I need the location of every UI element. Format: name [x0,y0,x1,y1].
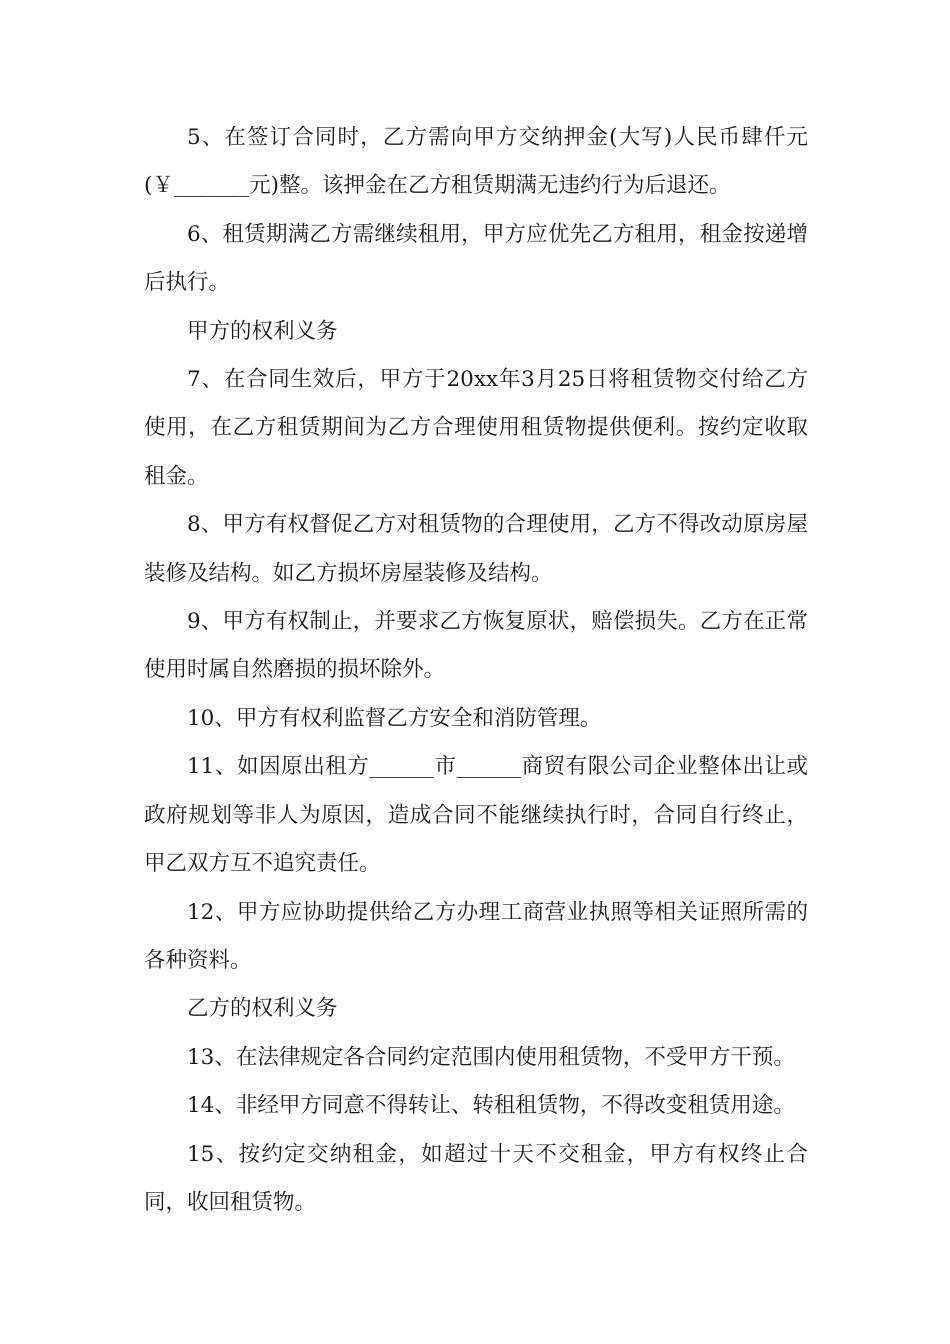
section-heading-party-b-rights: 乙方的权利义务 [187,996,338,1022]
paragraph-clause-11: 11、如因原出租方______市______商贸有限公司企业整体出让或政府规划等非人为原因，造成合同不能继续执行时，合同自行终止，甲乙双方互不追究责任。 [144,754,808,877]
section-heading-party-a-rights: 甲方的权利义务 [187,318,338,344]
paragraph-clause-8: 8、甲方有权督促乙方对租赁物的合理使用，乙方不得改动原房屋装修及结构。如乙方损坏房屋装修及结构。 [144,512,808,586]
paragraph-clause-7: 7、在合同生效后，甲方于20xx年3月25日将租赁物交付给乙方使用，在乙方租赁期间为乙方合理使用租赁物提供便利。按约定收取租金。 [144,367,808,489]
paragraph-clause-13: 13、在法律规定各合同约定范围内使用租赁物，不受甲方干预。 [187,1044,795,1070]
paragraph-clause-10: 10、甲方有权利监督乙方安全和消防管理。 [187,705,602,731]
paragraph-clause-12: 12、甲方应协助提供给乙方办理工商营业执照等相关证照所需的各种资料。 [144,899,808,973]
paragraph-clause-14: 14、非经甲方同意不得转让、转租租赁物，不得改变租赁用途。 [187,1093,795,1119]
document-body [144,114,808,1227]
paragraph-clause-6: 6、租赁期满乙方需继续租用，甲方应优先乙方租用，租金按递增后执行。 [144,221,808,296]
paragraph-clause-15: 15、按约定交纳租金，如超过十天不交租金，甲方有权终止合同，收回租赁物。 [144,1141,808,1215]
paragraph-clause-5: 5、在签订合同时，乙方需向甲方交纳押金(大写)人民币肆仟元(￥_______元)整。该押金在乙方租赁期满无违约行为后退还。 [144,125,808,199]
paragraph-clause-9: 9、甲方有权制止，并要求乙方恢复原状，赔偿损失。乙方在正常使用时属自然磨损的损坏除外。 [144,609,808,683]
